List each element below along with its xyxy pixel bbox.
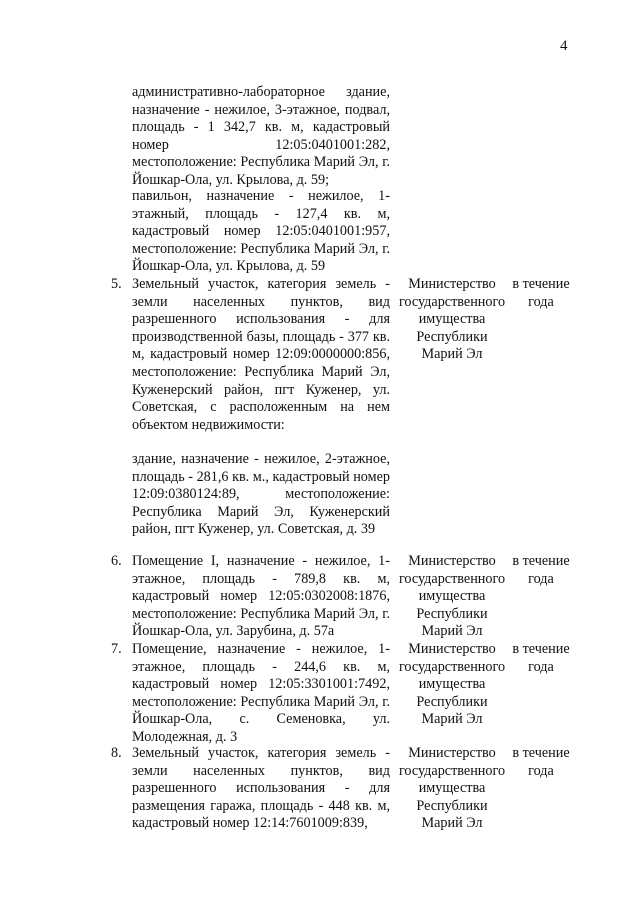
responsible-cell: Министерство государственного имущества Республики Марий Эл [398, 745, 506, 832]
page-number: 4 [560, 38, 568, 54]
item-number: 5. [111, 276, 122, 292]
responsible-cell: Министерство государственного имущества Республики Марий Эл [398, 641, 506, 728]
responsible-cell: Министерство государственного имущества Республики Марий Эл [398, 553, 506, 640]
item-number: 8. [111, 745, 122, 761]
term-cell: в течение года [512, 745, 570, 779]
term-cell: в течение года [512, 641, 570, 675]
paragraph-lab-building: административно-лабораторное здание, назначение - нежилое, 3-этажное, подвал, площадь - 1 342,7 кв. м, кадастровый номер 12:05:0401001:282, местоположение: Республика Марий Эл, г. Йошкар-Ола, ул. Крылова, д. 59; [132, 84, 390, 188]
item-text: Земельный участок, категория земель - земли населенных пунктов, вид разрешенного использования - для производственной базы, площадь - 377 кв. м, кадастровый номер 12:09:0000000:856, местоположение: Республика Марий Эл, Куженерский район, пгт Куженер, ул. Советская, с расположенным на нем объектом недвижимости: [132, 276, 390, 433]
item-number: 7. [111, 641, 122, 657]
item-subtext: здание, назначение - нежилое, 2-этажное, площадь - 281,6 кв. м., кадастровый номер 12:09:0380124:89, местоположение: Республика Марий Эл, Куженерский район, пгт Куженер, ул. Советская, д. 39 [132, 451, 390, 538]
term-cell: в течение года [512, 276, 570, 310]
paragraph-pavilion: павильон, назначение - нежилое, 1-этажный, площадь - 127,4 кв. м, кадастровый номер 12:05:0401001:957, местоположение: Республика Марий Эл, г. Йошкар-Ола, ул. Крылова, д. 59 [132, 188, 390, 275]
item-number: 6. [111, 553, 122, 569]
item-text: Помещение I, назначение - нежилое, 1-этажное, площадь - 789,8 кв. м, кадастровый номер 12:05:0302008:1876, местоположение: Республика Марий Эл, г. Йошкар-Ола, ул. Зарубина, д. 57а [132, 553, 390, 640]
term-cell: в течение года [512, 553, 570, 587]
item-text: Помещение, назначение - нежилое, 1-этажное, площадь - 244,6 кв. м, кадастровый номер 12:05:3301001:7492, местоположение: Республика Марий Эл, г. Йошкар-Ола, с. Семеновка, ул. Молодежная, д. 3 [132, 641, 390, 745]
item-text: Земельный участок, категория земель - земли населенных пунктов, вид разрешенного использования - для размещения гаража, площадь - 448 кв. м, кадастровый номер 12:14:7601009:839, [132, 745, 390, 832]
responsible-cell: Министерство государственного имущества Республики Марий Эл [398, 276, 506, 363]
